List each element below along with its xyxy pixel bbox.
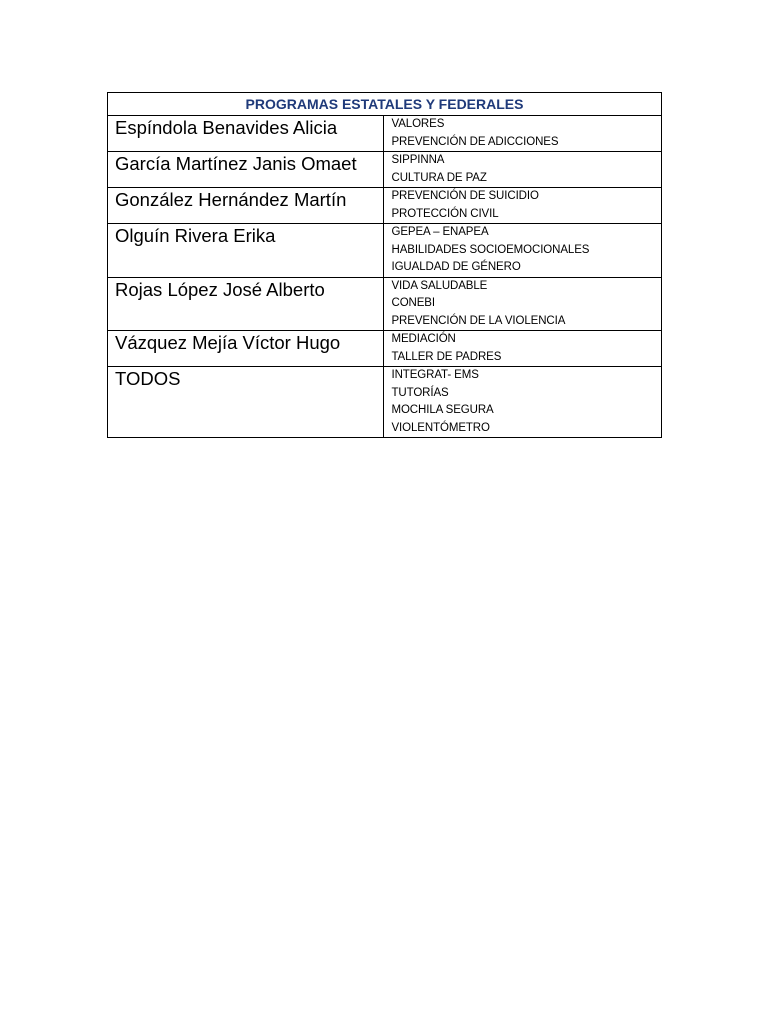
program-list-cell: [384, 367, 662, 438]
program-item: MEDIACIÓN: [391, 333, 456, 345]
programs-table: [107, 92, 662, 438]
program-item: VIOLENTÓMETRO: [391, 421, 490, 434]
program-item: SIPPINNA: [391, 154, 445, 166]
program-item: PROTECCIÓN CIVIL: [391, 207, 499, 220]
program-item: MOCHILA SEGURA: [391, 404, 494, 416]
table-row: [108, 277, 662, 331]
program-item: VALORES: [391, 118, 445, 130]
table-row: [108, 224, 662, 278]
table-row: [108, 152, 662, 188]
person-name-cell: Espíndola Benavides Alicia: [108, 116, 384, 152]
program-item: CULTURA DE PAZ: [391, 171, 487, 184]
program-list-cell: [384, 188, 662, 224]
program-item: PREVENCIÓN DE SUICIDIO: [391, 190, 539, 202]
table-row: [108, 331, 662, 367]
table-row: [108, 116, 662, 152]
program-item: INTEGRAT- EMS: [391, 369, 479, 381]
program-list-cell: [384, 277, 662, 331]
program-list-cell: [384, 152, 662, 188]
table-row: [108, 188, 662, 224]
program-list-cell: [384, 331, 662, 367]
program-item: VIDA SALUDABLE: [391, 279, 488, 292]
program-item: CONEBI: [391, 297, 435, 309]
program-item: TALLER DE PADRES: [391, 350, 502, 363]
program-item: GEPEA – ENAPEA: [391, 226, 489, 238]
table-row: [108, 367, 662, 438]
program-item: PREVENCIÓN DE ADICCIONES: [391, 135, 559, 148]
person-name-cell: González Hernández Martín: [108, 188, 384, 224]
program-list-cell: [384, 116, 662, 152]
table-title-row: [108, 93, 662, 116]
person-name-cell: Rojas López José Alberto: [108, 277, 384, 331]
program-list-cell: [384, 224, 662, 278]
person-name-cell: García Martínez Janis Omaet: [108, 152, 384, 188]
table-title: PROGRAMAS ESTATALES Y FEDERALES: [108, 93, 662, 116]
program-item: HABILIDADES SOCIOEMOCIONALES: [391, 243, 590, 256]
person-name-cell: Olguín Rivera Erika: [108, 224, 384, 278]
person-name-cell: Vázquez Mejía Víctor Hugo: [108, 331, 384, 367]
program-item: IGUALDAD DE GÉNERO: [391, 261, 521, 273]
person-name-cell: TODOS: [108, 367, 384, 438]
program-item: PREVENCIÓN DE LA VIOLENCIA: [391, 314, 566, 327]
program-item: TUTORÍAS: [391, 386, 449, 399]
programs-table-body: [108, 93, 662, 438]
